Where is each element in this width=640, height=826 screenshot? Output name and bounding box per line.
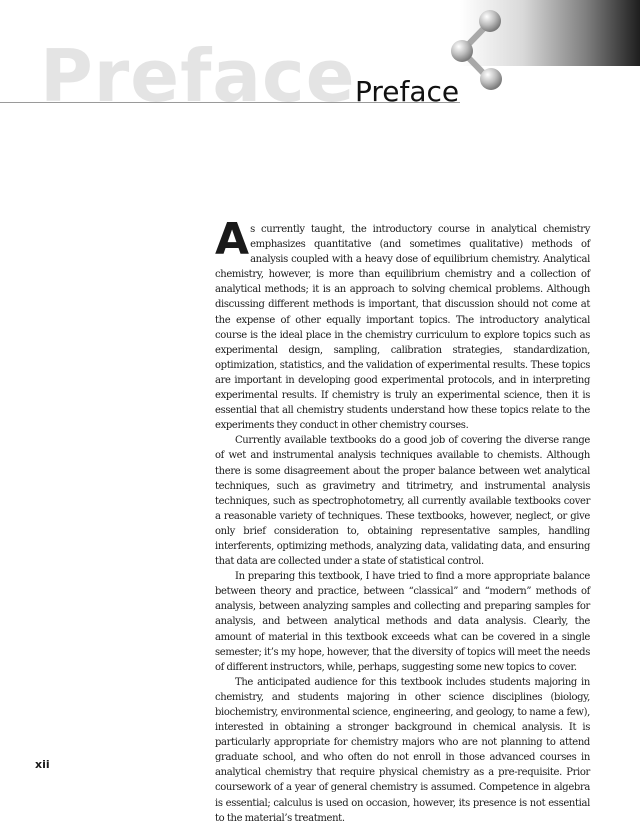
page-title: Preface [355,75,460,108]
watermark-title: Preface [40,34,356,118]
paragraph-2: Currently available textbooks do a good job of covering the diverse range of wet and instrumental analysis techniques available to chemists. Although there is some disagreement about the proper balance between wet analytical techniques, such as gravimetry and titrimetry, and instrumental analysis techniques, such as spectrophotometry, all currently available textbooks cover a reasonable variety of techniques. These textbooks, however, neglect, or give only brief consideration to, obtaining representative samples, handling interferents, optimizing methods, analyzing data, validating data, and ensuring that data are collected under a state of statistical control. [215,435,590,568]
paragraph-1 [215,214,590,433]
paragraph-4: The anticipated audience for this textbook includes students majoring in chemistry, and students majoring in other science disciplines (biology, biochemistry, environmental science, engineering, and geology, to name a few), interested in obtaining a stronger background in chemical analysis. It is particularly appropriate for chemistry majors who are not planning to attend graduate school, and who often do not enroll in those advanced courses in analytical chemistry that require physical chemistry as a pre-requisite. Prior coursework of a year of general chemistry is assumed. Competence in algebra is essential; calculus is used on occasion, however, its presence is not essential to the material’s treatment. [215,676,590,824]
paragraph-3: In preparing this textbook, I have tried to find a more appropriate balance between theory and practice, between “classical” and “modern” methods of analysis, between analyzing samples and collecting and preparing samples for analysis, and between analytical methods and data analysis. Clearly, the amount of material in this textbook exceeds what can be covered in a single semester; it’s my hope, however, that the diversity of topics will meet the needs of different instructors, while, perhaps, suggesting some new topics to cover. [215,571,590,673]
drop-cap: A [215,214,250,265]
paragraph-1-text: s currently taught, the introductory course in analytical chemistry emphasizes quantitative (and sometimes qualitative) methods of analysis coupled with a heavy dose of equilibrium chemistry. Analytical chemistry, however, is more than equilibrium chemistry and a collection of analytical methods; it is an approach to solving chemical problems. Although discussing different methods is important, that discussion should not come at the expense of other equally important topics. The introductory analytical course is the ideal place in the chemistry curriculum to explore topics such as experimental design, sampling, calibration strategies, standardization, optimization, statistics, and the validation of experimental results. These topics are important in developing good experimental protocols, and in interpreting experimental results. If chemistry is truly an experimental science, then it is essential that all chemistry students understand how these topics relate to the experiments they conduct in other chemistry courses. [215,224,590,432]
preface-body [215,214,590,826]
page-number: xii [35,758,50,771]
